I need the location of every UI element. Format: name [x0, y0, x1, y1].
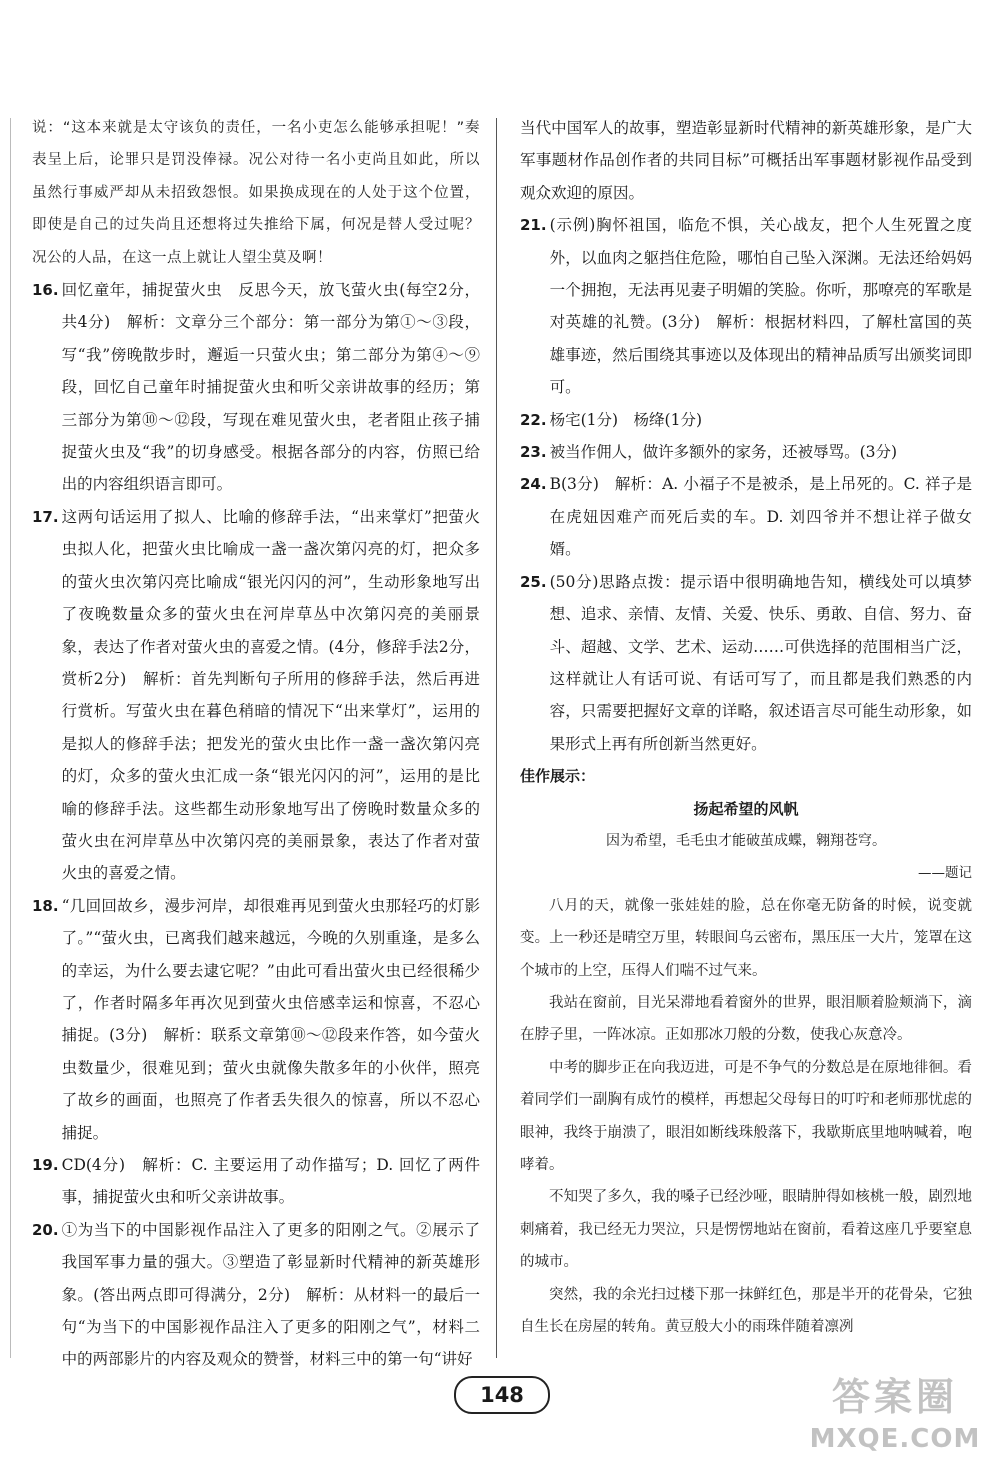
- question-number: 25.: [520, 572, 547, 591]
- answer-item-18: [32, 890, 480, 1149]
- question-number: 20.: [32, 1220, 59, 1239]
- answer-item-23: [520, 436, 972, 468]
- answer-item-17: [32, 501, 480, 890]
- answer-item-20: [32, 1214, 480, 1376]
- answer-item-22: [520, 404, 972, 436]
- question-number: 17.: [32, 507, 59, 526]
- answer-text: (50分)思路点拨：提示语中很明确地告知，横线处可以填梦想、追求、亲情、友情、关爱、快乐、勇敢、自信、努力、奋斗、超越、文学、艺术、运动……可供选择的范围相当广泛，这样就让人有话可说、有话可写了，而且都是我们熟悉的内容，只需要把握好文章的详略，叙述语言尽可能生动形象，如果形式上再有所创新当然更好。: [549, 572, 972, 753]
- page-number: 148: [454, 1376, 550, 1414]
- question-number: 16.: [32, 281, 59, 300]
- essay-title: 扬起希望的风帆: [693, 799, 799, 818]
- watermark-logo: [795, 1372, 995, 1467]
- essay-paragraph: 我站在窗前，目光呆滞地看着窗外的世界，眼泪顺着脸颊淌下，滴在脖子里，一阵冰凉。正如那冰刀般的分数，使我心灰意冷。: [520, 994, 972, 1044]
- answer-item-21: [520, 209, 972, 403]
- question-number: 19.: [32, 1156, 59, 1174]
- question-number: 21.: [520, 216, 547, 235]
- answer-item-19: [32, 1149, 480, 1214]
- answer-text: 杨宅(1分) 杨绛(1分): [549, 410, 702, 429]
- showcase-label: 佳作展示：: [520, 767, 596, 786]
- essay-paragraph: 突然，我的余光扫过楼下那一抹鲜红色，那是半开的花骨朵，它独自生长在房屋的转角。黄豆般大小的雨珠伴随着凛冽: [520, 1286, 972, 1336]
- essay-paragraph: 不知哭了多久，我的嗓子已经沙哑，眼睛肿得如核桃一般，剧烈地刺痛着，我已经无力哭泣，只是愣愣地站在窗前，看着这座几乎要窒息的城市。: [520, 1189, 972, 1271]
- answer-text: CD(4分) 解析：C. 主要运用了动作描写；D. 回忆了两件事，捕捉萤火虫和听父亲讲故事。: [61, 1156, 480, 1207]
- answer-item-25: [520, 566, 972, 760]
- answer-item-16: [32, 274, 480, 501]
- answer-text: B(3分) 解析：A. 小福子不是被杀，是上吊死的。C. 祥子是在虎妞因难产而死后卖的车。D. 刘四爷并不想让祥子做女婿。: [549, 475, 972, 559]
- column-divider: [496, 118, 497, 1358]
- answer-text: 回忆童年，捕捉萤火虫 反思今天，放飞萤火虫(每空2分，共4分) 解析：文章分三个部分：第一部分为第①～③段，写“我”傍晚散步时，邂逅一只萤火虫；第二部分为第④～⑨段，回忆自己童年时捕捉萤火虫和听父亲讲故事的经历；第三部分为第⑩～⑫段，写现在难见萤火虫，老者阻止孩子捕捉萤火虫及“我”的切身感受。根据各部分的内容，仿照已给出的内容组织语言即可。: [61, 281, 480, 494]
- left-column: [32, 112, 480, 1376]
- essay-epigraph: 因为希望，毛毛虫才能破茧成蝶，翱翔苍穹。: [606, 832, 886, 849]
- right-column: [520, 112, 972, 1343]
- question-number: 23.: [520, 443, 547, 462]
- q20-answer-continuation: 当代中国军人的故事，塑造彰显新时代精神的新英雄形象，是广大军事题材作品创作者的共同目标”可概括出军事题材影视作品受到观众欢迎的原因。: [520, 119, 972, 202]
- epigraph-signature: ——题记: [918, 865, 972, 882]
- watermark-logo-text: 答案圈: [831, 1375, 958, 1419]
- essay-paragraph: 中考的脚步正在向我迈进，可是不争气的分数总是在原地徘徊。看着同学们一副胸有成竹的模样，再想起父母每日的叮咛和老师那忧虑的眼神，我终于崩溃了，眼泪如断线珠般落下，我歇斯底里地呐喊着，咆哮着。: [520, 1059, 972, 1173]
- watermark-url: MXQE.COM: [809, 1424, 981, 1454]
- left-margin-rule: [10, 118, 11, 1358]
- question-number: 18.: [32, 896, 59, 915]
- answer-text: 被当作佣人，做许多额外的家务，还被辱骂。(3分): [549, 443, 898, 462]
- answer-text: “几回回故乡，漫步河岸，却很难再见到萤火虫那轻巧的灯影了。”“萤火虫，已离我们越来越远，今晚的久别重逢，是多么的幸运，为什么要去逮它呢？”由此可看出萤火虫已经很稀少了，作者时隔多年再次见到萤火虫倍感幸运和惊喜，不忍心捕捉。(3分) 解析：联系文章第⑩～⑫段来作答，如今萤火虫数量少，很难见到；萤火虫就像失散多年的小伙伴，照亮了故乡的画面，也照亮了作者丢失很久的惊喜，所以不忍心捕捉。: [61, 896, 480, 1142]
- answer-text: 这两句话运用了拟人、比喻的修辞手法，“出来掌灯”把萤火虫拟人化，把萤火虫比喻成一盏一盏次第闪亮的灯，把众多的萤火虫次第闪亮比喻成“银光闪闪的河”，生动形象地写出了夜晚数量众多的萤火虫在河岸草丛中次第闪亮的美丽景象，表达了作者对萤火虫的喜爱之情。(4分，修辞手法2分，赏析2分) 解析：首先判断句子所用的修辞手法，然后再进行赏析。写萤火虫在暮色稍暗的情况下“出来掌灯”，运用的是拟人的修辞手法；把发光的萤火虫比作一盏一盏次第闪亮的灯，众多的萤火虫汇成一条“银光闪闪的河”，运用的是比喻的修辞手法。这些都生动形象地写出了傍晚时数量众多的萤火虫在河岸草丛中次第闪亮的美丽景象，表达了作者对萤火虫的喜爱之情。: [61, 507, 480, 883]
- essay-body: [520, 890, 972, 1344]
- essay-paragraph: 八月的天，就像一张娃娃的脸，总在你毫无防备的时候，说变就变。上一秒还是晴空万里，转眼间乌云密布，黑压压一大片，笼罩在这个城市的上空，压得人们喘不过气来。: [520, 897, 972, 979]
- answer-text: ①为当下的中国影视作品注入了更多的阳刚之气。②展示了我国军事力量的强大。③塑造了彰显新时代精神的新英雄形象。(答出两点即可得满分，2分) 解析：从材料一的最后一句“为当下的中国影视作品注入了更多的阳刚之气”，材料二中的两部影片的内容及观众的赞誉，材料三中的第一句“讲好: [61, 1220, 480, 1369]
- answer-item-24: [520, 468, 972, 565]
- question-number: 24.: [520, 475, 547, 494]
- q15-answer-continuation: 说：“这本来就是太守该负的责任，一名小吏怎么能够承担呢！”奏表呈上后，论罪只是罚没俸禄。况公对待一名小吏尚且如此，所以虽然行事威严却从未招致怨恨。如果换成现在的人处于这个位置，即使是自己的过失尚且还想将过失推给下属，何况是替人受过呢？况公的人品，在这一点上就让人望尘莫及啊！: [32, 120, 480, 266]
- question-number: 22.: [520, 410, 547, 429]
- answer-text: (示例)胸怀祖国，临危不惧，关心战友，把个人生死置之度外，以血肉之躯挡住危险，哪怕自己坠入深渊。无法还给妈妈一个拥抱，无法再见妻子明媚的笑脸。你听，那嘹亮的军歌是对英雄的礼赞。(3分) 解析：根据材料四，了解杜富国的英雄事迹，然后围绕其事迹以及体现出的精神品质写出颁奖词即可。: [549, 216, 972, 397]
